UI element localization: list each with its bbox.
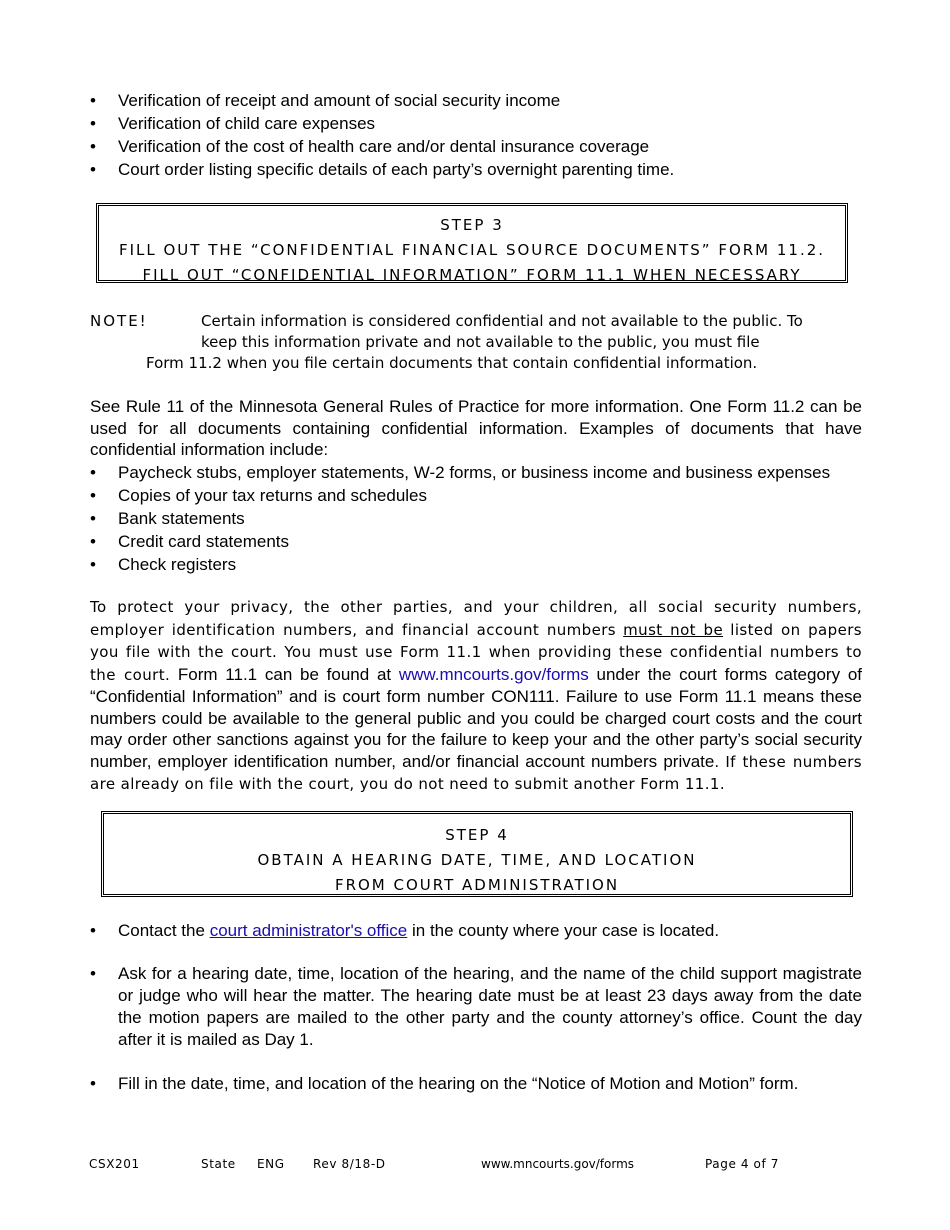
footer-state: State	[201, 1157, 236, 1171]
privacy-text: If these numbers are already on file with the court, you do not need to submit another Form 11.1.	[90, 752, 862, 793]
note-line2: keep this information private and not available to the public, you must file	[201, 333, 760, 351]
list-item: • Credit card statements	[90, 530, 862, 553]
step3-title: STEP 3	[440, 216, 504, 234]
confidential-examples-list	[90, 461, 862, 576]
footer-revision: Rev 8/18-D	[313, 1157, 386, 1171]
court-administrator-link[interactable]: court administrator's office	[209, 921, 408, 940]
list-item: • Verification of receipt and amount of social security income	[90, 89, 862, 112]
privacy-text: To protect your privacy, the other parties, and your children, all social security numbers, employer identification numbers, and financial account numbers	[90, 598, 862, 639]
forms-link[interactable]: www.mncourts.gov/forms	[398, 664, 589, 684]
list-item: • Verification of the cost of health care and/or dental insurance coverage	[90, 135, 862, 158]
list-item: • Court order listing specific details of each party’s overnight parenting time.	[90, 158, 862, 181]
step4-list	[90, 919, 862, 1095]
contact-text: in the county where your case is located.	[412, 921, 720, 940]
list-item: • Verification of child care expenses	[90, 112, 862, 135]
page-number: Page 4 of 7	[705, 1157, 779, 1171]
privacy-text: under the court forms category of “Confidential Information” and is court form number CON111. Failure to use Form 11.1 means these numbers could be available to the general public and you could be charged court costs and the court may order other sanctions against you for the failure to keep your and the other party’s social security number, employer identification number, and/or financial account numbers private.	[90, 664, 862, 771]
step3-box	[96, 203, 848, 283]
list-item: • Ask for a hearing date, time, location of the hearing, and the name of the child support magistrate or judge who will hear the matter. The hearing date must be at least 23 days away from the date the motion papers are mailed to the other party and the county attorney’s office. Count the day after it is mailed as Day 1.	[90, 963, 862, 1051]
step4-line2: FROM COURT ADMINISTRATION	[334, 876, 620, 894]
list-item: • Check registers	[90, 553, 862, 576]
step4-box	[101, 811, 853, 897]
list-item: • Fill in the date, time, and location of the hearing on the “Notice of Motion and Motion” form.	[90, 1072, 862, 1095]
step3-line1: FILL OUT THE “CONFIDENTIAL FINANCIAL SOURCE DOCUMENTS” FORM 11.2.	[118, 241, 826, 259]
must-not-be-text: must not be	[623, 620, 724, 639]
rule11-paragraph: See Rule 11 of the Minnesota General Rules of Practice for more information. One Form 11.2 can be used for all documents containing confidential information. Examples of documents that have confidential information include:	[90, 397, 862, 459]
contact-text: Contact the	[118, 921, 205, 940]
footer-language: ENG	[257, 1157, 285, 1171]
verification-list	[90, 89, 862, 181]
note-line1: Certain information is considered confidential and not available to the public. To	[201, 312, 803, 330]
step4-title: STEP 4	[445, 826, 509, 844]
list-item: • Bank statements	[90, 507, 862, 530]
footer-url: www.mncourts.gov/forms	[481, 1157, 635, 1171]
note-block	[90, 311, 862, 374]
note-line3: Form 11.2 when you file certain documents that contain confidential information.	[146, 354, 758, 372]
form-code: CSX201	[89, 1157, 140, 1171]
privacy-text: Form 11.1 can be found at	[177, 664, 392, 684]
note-label: NOTE!	[90, 312, 148, 330]
list-item: • Paycheck stubs, employer statements, W-2 forms, or business income and business expenses	[90, 461, 862, 484]
list-item: • Copies of your tax returns and schedules	[90, 484, 862, 507]
privacy-paragraph	[90, 596, 862, 796]
privacy-text: listed on papers you file with the court. You must use Form 11.1 when providing these confidential numbers to the court.	[90, 620, 862, 684]
step4-line1: OBTAIN A HEARING DATE, TIME, AND LOCATION	[257, 851, 697, 869]
list-item	[90, 919, 862, 942]
step3-line2: FILL OUT “CONFIDENTIAL INFORMATION” FORM 11.1 WHEN NECESSARY	[142, 266, 802, 284]
